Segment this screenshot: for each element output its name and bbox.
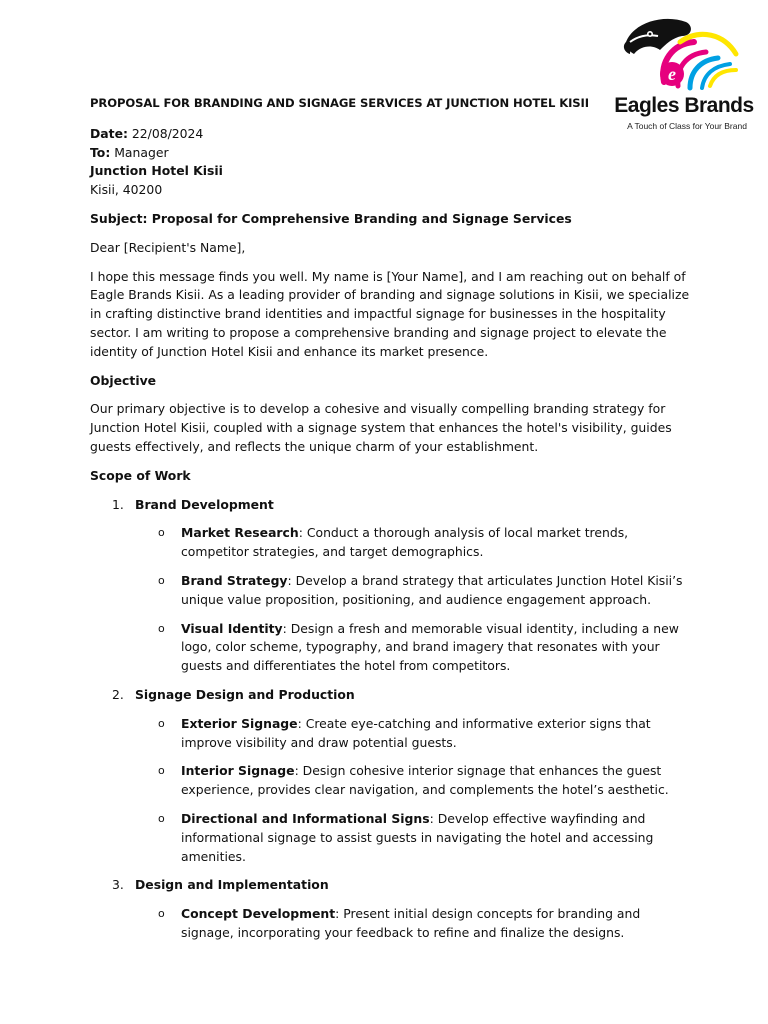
bullet-icon: o bbox=[158, 621, 165, 635]
section-number: 3. bbox=[112, 877, 124, 893]
list-item bbox=[90, 524, 690, 562]
item-label: Exterior Signage bbox=[181, 715, 298, 731]
bullet-icon: o bbox=[158, 526, 165, 540]
salutation: Dear [Recipient's Name], bbox=[90, 239, 246, 255]
bullet-icon: o bbox=[158, 811, 165, 825]
logo-tagline: A Touch of Class for Your Brand bbox=[627, 121, 747, 131]
recipient-address: Kisii, 40200 bbox=[90, 182, 163, 198]
to-line bbox=[90, 144, 690, 163]
item-label: Market Research bbox=[181, 525, 299, 541]
svg-text:e: e bbox=[668, 64, 676, 84]
item-text: : Conduct a thorough analysis of local market trends, competitor strategies, and target demographics. bbox=[181, 525, 629, 560]
scope-section-2 bbox=[90, 686, 690, 705]
letter-body bbox=[90, 94, 690, 943]
item-text: : Develop effective wayfinding and informational signage to assist guests in navigating the hotel and accessing amenities. bbox=[181, 810, 654, 864]
item-label: Interior Signage bbox=[181, 763, 295, 779]
item-text: : Develop a brand strategy that articulates Junction Hotel Kisii’s unique value proposition, positioning, and audience engagement approach. bbox=[181, 572, 683, 607]
item-text: : Present initial design concepts for branding and signage, incorporating your feedback to refine and finalize the designs. bbox=[181, 906, 641, 940]
date-label: Date: bbox=[90, 125, 128, 141]
scope-heading: Scope of Work bbox=[90, 467, 191, 483]
header-block bbox=[90, 125, 690, 200]
section-title: Design and Implementation bbox=[135, 877, 329, 893]
date-line bbox=[90, 125, 690, 144]
intro-paragraph: I hope this message finds you well. My name is [Your Name], and I am reaching out on behalf of Eagle Brands Kisii. As a leading provider of branding and signage solutions in Kisii, we specialize in crafting distinctive brand identities and impactful signage for businesses in the hospitality sector. I am writing to propose a comprehensive branding and signage project to elevate the identity of Junction Hotel Kisii and enhance its market presence. bbox=[90, 268, 690, 359]
item-label: Brand Strategy bbox=[181, 572, 288, 588]
section-number: 2. bbox=[112, 686, 124, 702]
scope-section-1 bbox=[90, 496, 690, 515]
bullet-icon: o bbox=[158, 716, 165, 730]
list-item bbox=[90, 810, 690, 866]
objective-heading: Objective bbox=[90, 372, 157, 388]
to-label: To: bbox=[90, 144, 111, 160]
scope-section-3 bbox=[90, 876, 690, 895]
section-number: 1. bbox=[112, 496, 124, 512]
list-item bbox=[90, 715, 690, 753]
list-item bbox=[90, 620, 690, 676]
item-label: Visual Identity bbox=[181, 620, 283, 636]
bullet-icon: o bbox=[158, 764, 165, 778]
list-item bbox=[90, 905, 690, 943]
subject-line: Subject: Proposal for Comprehensive Branding and Signage Services bbox=[90, 210, 572, 226]
bullet-icon: o bbox=[158, 573, 165, 587]
bullet-icon: o bbox=[158, 907, 165, 921]
item-text: : Create eye-catching and informative exterior signs that improve visibility and draw potential guests. bbox=[181, 715, 651, 750]
section-title: Brand Development bbox=[135, 496, 274, 512]
item-text: : Design a fresh and memorable visual identity, including a new logo, color scheme, typography, and brand imagery that resonates with your guests and differentiates the hotel from competitors. bbox=[181, 620, 679, 674]
document-title: PROPOSAL FOR BRANDING AND SIGNAGE SERVICES AT JUNCTION HOTEL KISII bbox=[90, 96, 589, 110]
logo-wordmark: Eagles Brands bbox=[614, 94, 754, 117]
objective-paragraph: Our primary objective is to develop a cohesive and visually compelling branding strategy for Junction Hotel Kisii, coupled with a signage system that enhances the hotel's visibility, guides guests effectively, and reflects the unique charm of your establishment. bbox=[90, 401, 672, 454]
to-value: Manager bbox=[114, 144, 169, 160]
recipient-org: Junction Hotel Kisii bbox=[90, 163, 223, 179]
list-item bbox=[90, 572, 690, 610]
eagle-logo-icon bbox=[620, 12, 740, 98]
item-label: Concept Development bbox=[181, 906, 336, 922]
list-item bbox=[90, 762, 690, 800]
date-value: 22/08/2024 bbox=[131, 125, 204, 141]
section-title: Signage Design and Production bbox=[135, 686, 355, 702]
item-text: : Design cohesive interior signage that enhances the guest experience, provides clear navigation, and complements the hotel’s aesthetic. bbox=[181, 763, 669, 798]
item-label: Directional and Informational Signs bbox=[181, 810, 430, 826]
